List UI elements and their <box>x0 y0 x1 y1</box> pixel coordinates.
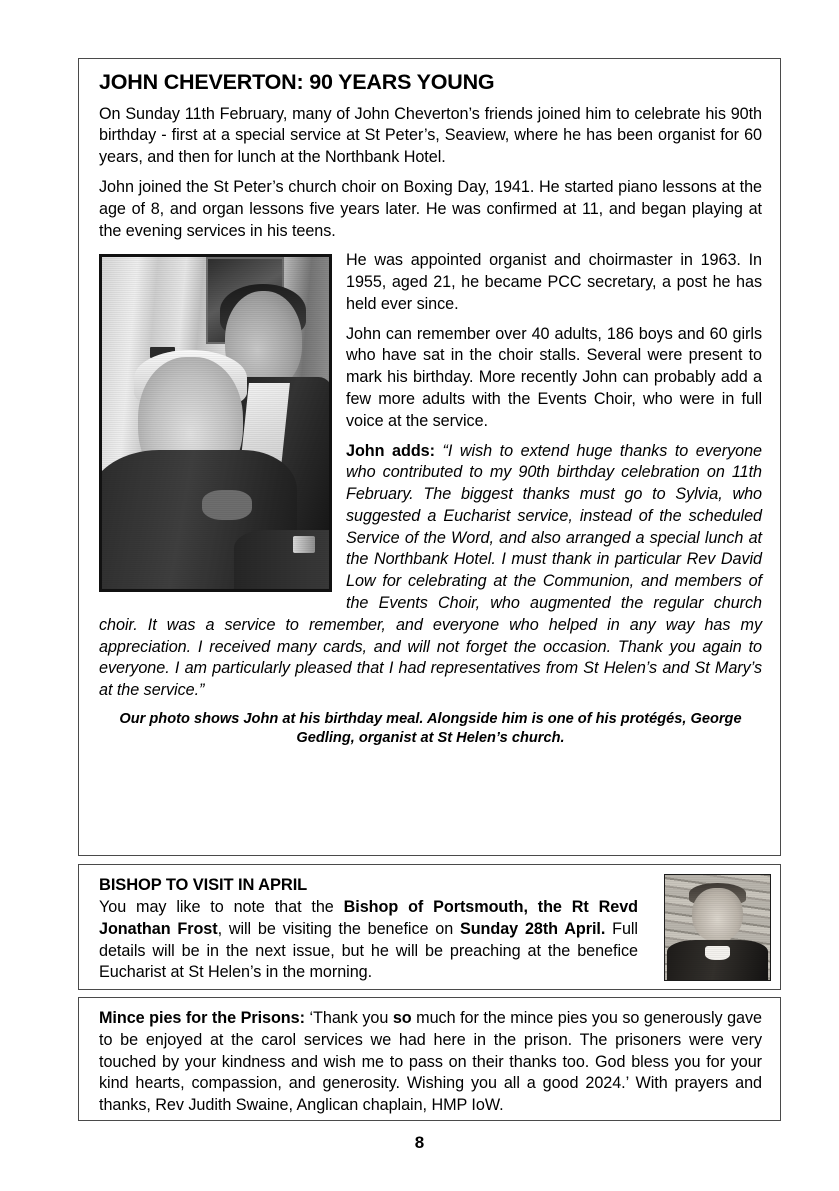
bishop-portrait-photo <box>664 874 771 981</box>
bishop-paragraph <box>99 897 638 984</box>
article-paragraph-1: On Sunday 11th February, many of John Cheverton’s friends joined him to celebrate his 90th birthday - first at a special service at St Peter’s, Seaview, where he has been organist for 60 years, and then for lunch at the Northbank Hotel. <box>99 104 762 167</box>
bishop-name-bold: Bishop of Portsmouth, the Rt Revd Jonathan Frost <box>99 897 638 938</box>
article-paragraph-3: He was appointed organist and choirmaster in 1963. In 1955, aged 21, he became PCC secretary, a post he has held ever since. <box>346 251 762 313</box>
bishop-content <box>79 865 780 992</box>
bishop-date-bold: Sunday 28th April. <box>459 919 606 938</box>
article-paragraph-4: John can remember over 40 adults, 186 boys and 60 girls who have sat in the choir stalls. Several were present to mark his birthday. More recently John can probably add a few more adults with the Events Choir, who were in full voice at the service. <box>346 324 762 430</box>
mince-pies-paragraph <box>99 1008 762 1117</box>
mince-emphasis-so: so <box>392 1009 412 1027</box>
mince-pies-box <box>78 997 781 1121</box>
quote-lead-in: John adds: <box>346 441 435 460</box>
mince-text-2: much for the mince pies you so generously gave to be enjoyed at the carol services we had here in the prison. The prisoners were very touched by your kindness and wish me to pass on their thanks too. God bless you for your kind hearts, compassion, and generosity. Wishing you all a good 2024.’ With prayers and thanks, Rev Judith Swaine, Anglican chaplain, HMP IoW. <box>99 1009 763 1115</box>
article-paragraph-2: John joined the St Peter’s church choir on Boxing Day, 1941. He started piano lessons at the age of 8, and organ lessons five years later. He was confirmed at 11, and began playing at the evening services in his teens. <box>99 177 762 240</box>
quote-text: “I wish to extend huge thanks to everyone who contributed to my 90th birthday celebration on 11th February. The biggest thanks must go to Sylvia, who suggested a Eucharist service, instead of the scheduled Service of the Word, and also arranged a special lunch at the Northbank Hotel. I must thank in particular Rev David Low for celebrating at the Communion, and members of the Events Choir, who augmented the regular church choir. It was a service to remember, and everyone who helped in any way has my appreciation. I received many cards, and will not forget the occasion. Thank you again to everyone. I am particularly pleased that I had representatives from St Helen’s and St Mary’s at the service.” <box>99 441 762 700</box>
john-cheverton-photo <box>99 254 332 592</box>
bishop-photo-grain-overlay <box>665 875 770 980</box>
photo-grain-overlay <box>102 257 329 589</box>
bishop-text-1: You may like to note that the <box>99 897 344 916</box>
page-number: 8 <box>414 1133 425 1152</box>
mince-pies-content <box>79 998 780 1125</box>
bishop-text-2: , will be visiting the benefice on <box>217 919 460 938</box>
mince-text-1: ‘Thank you <box>304 1009 393 1027</box>
mince-pies-lead: Mince pies for the Prisons: <box>99 1009 305 1027</box>
photo-caption: Our photo shows John at his birthday meal. Alongside him is one of his protégés, George Gedling, organist at St Helen’s church. <box>119 710 742 746</box>
bishop-visit-box <box>78 864 781 990</box>
bishop-text-column <box>99 876 638 984</box>
page-title: JOHN CHEVERTON: 90 YEARS YOUNG <box>99 70 495 94</box>
bishop-headline: BISHOP TO VISIT IN APRIL <box>99 876 308 894</box>
article-content <box>79 59 780 756</box>
article-box-john-cheverton <box>78 58 781 856</box>
bishop-text-3: Full details will be in the next issue, but he will be preaching at the benefice Eucharist at St Helen’s in the morning. <box>99 919 638 982</box>
